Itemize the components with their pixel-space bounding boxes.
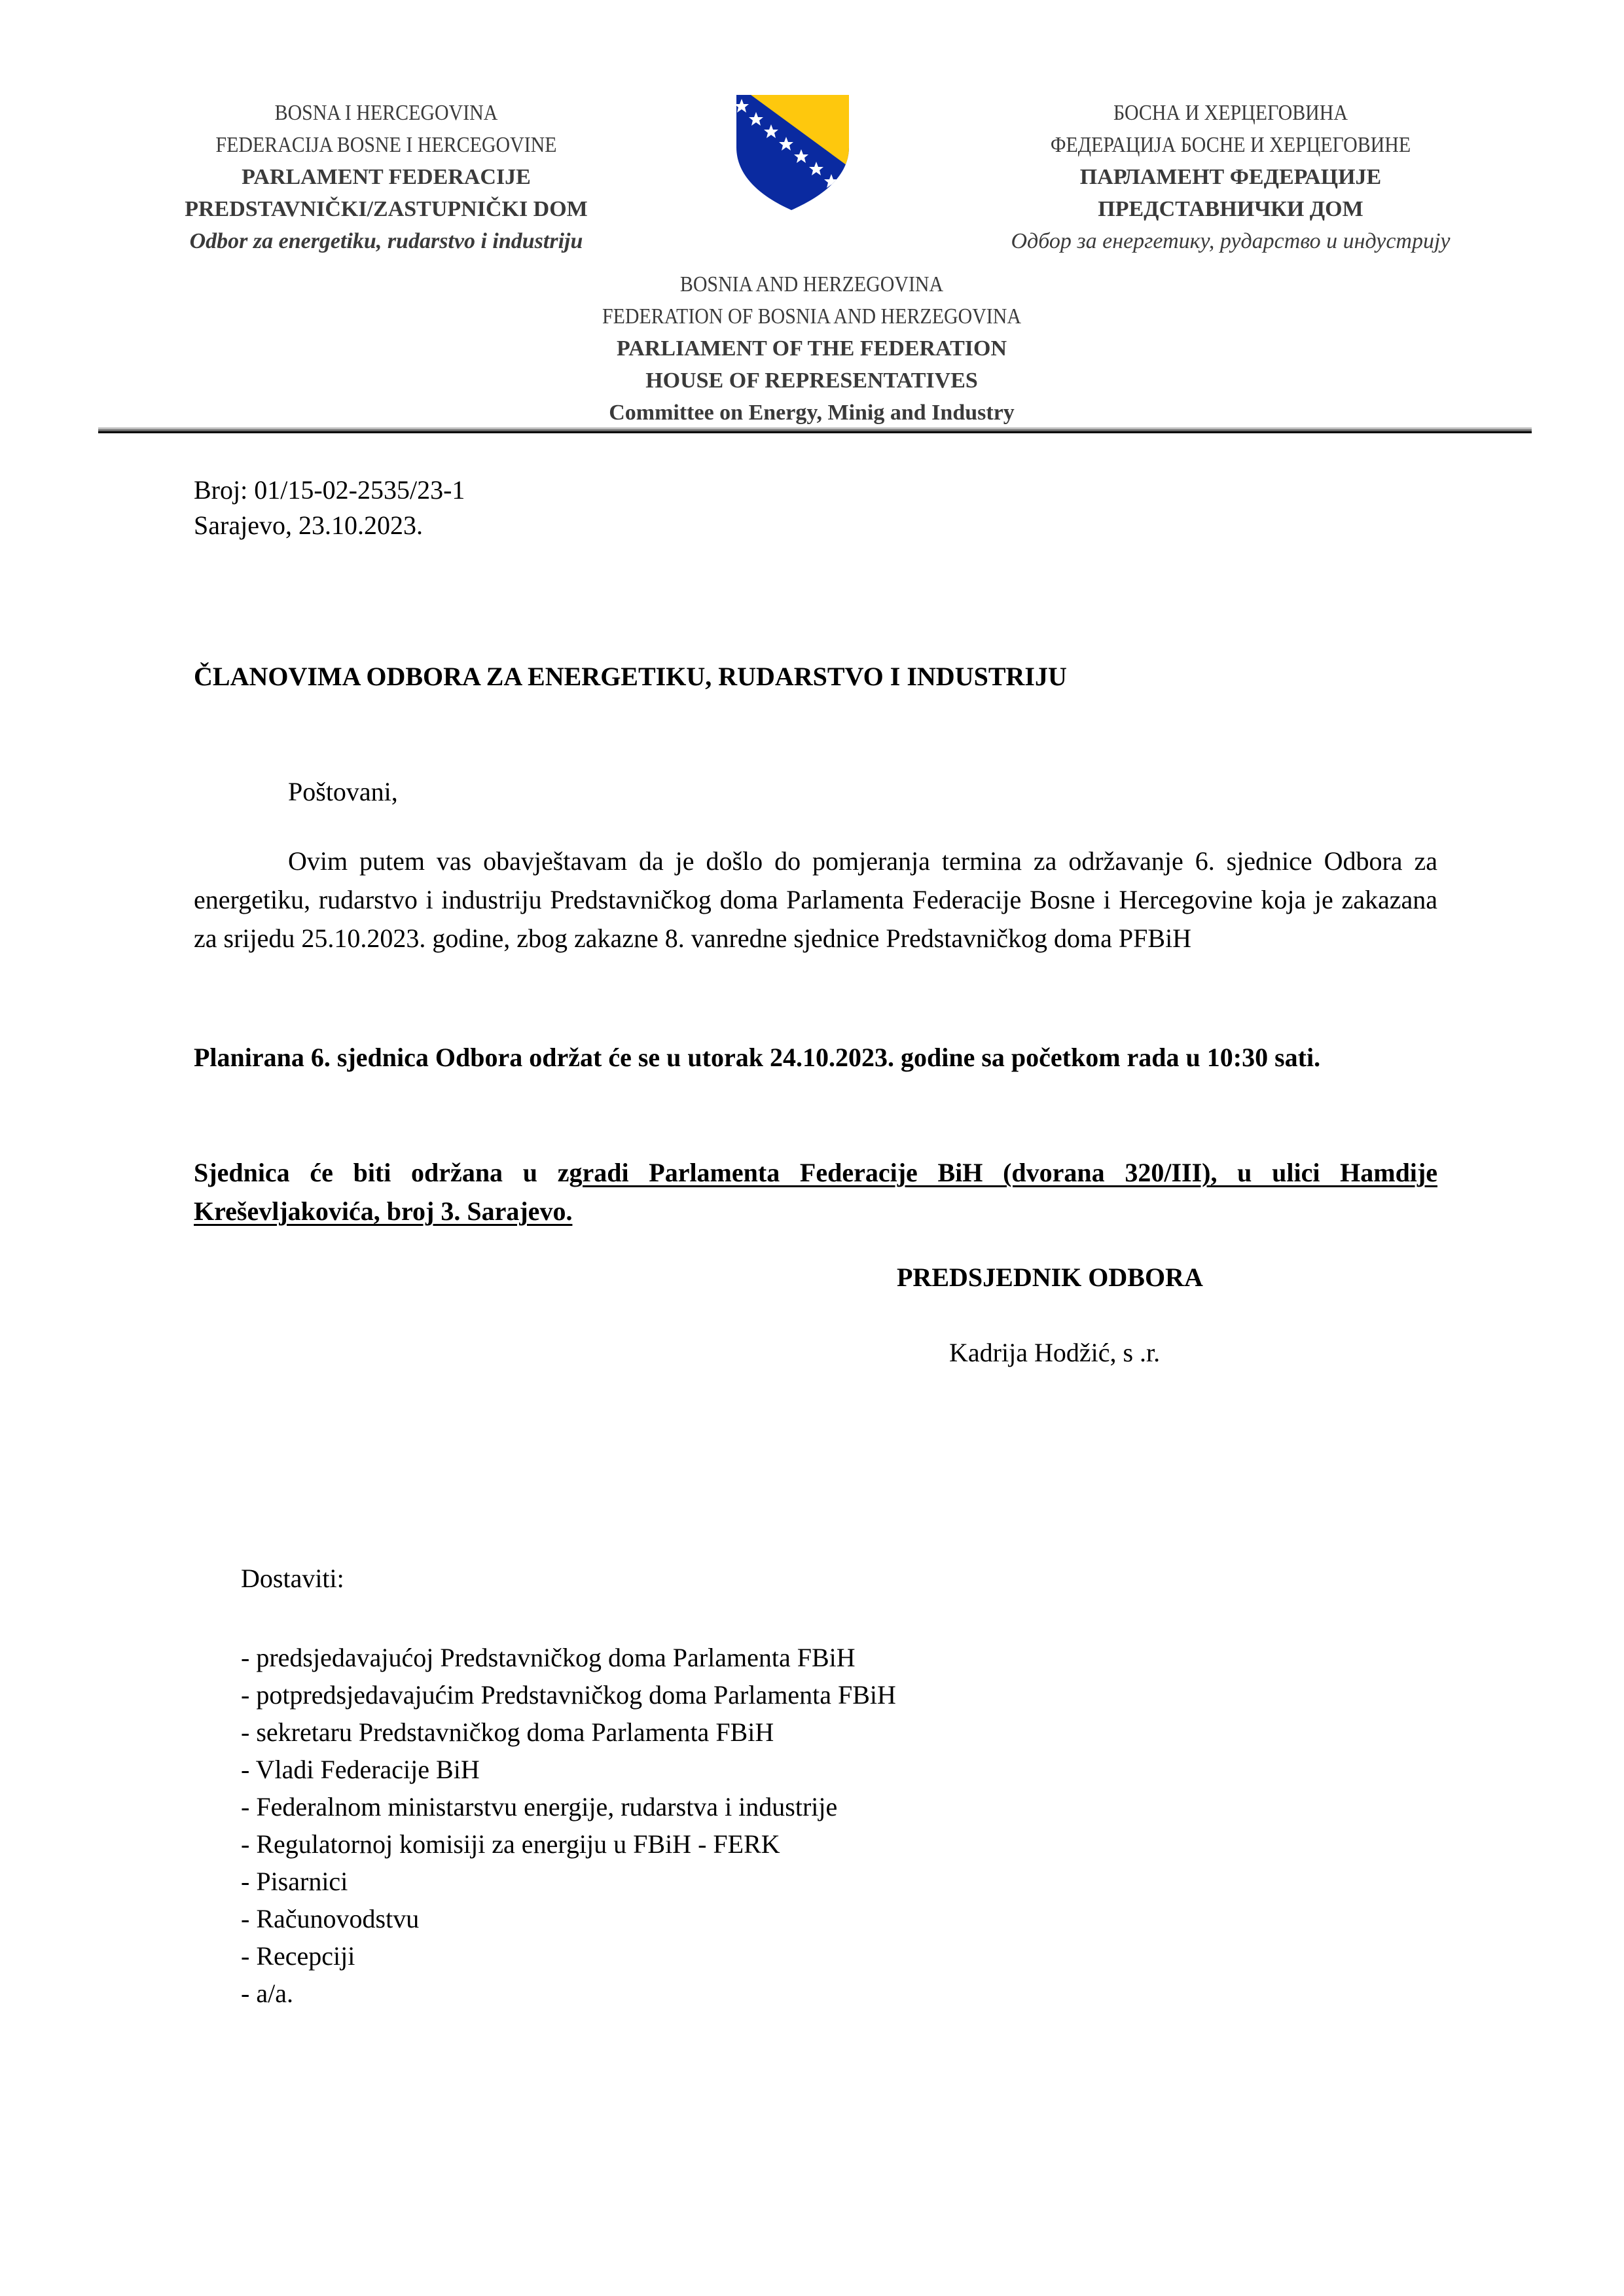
list-item: - potpredsjedavajućim Predstavničkog doma Parlamenta FBiH: [241, 1680, 896, 1710]
greeting: Poštovani,: [288, 777, 398, 806]
header-divider: [98, 427, 1532, 433]
signature-title: PREDSJEDNIK ODBORA: [897, 1263, 1203, 1292]
header-country: BOSNA I HERCEGOVINA: [274, 101, 498, 125]
distribution-label: Dostaviti:: [241, 1564, 344, 1593]
addressee: ČLANOVIMA ODBORA ZA ENERGETIKU, RUDARSTVO I INDUSTRIJU: [194, 662, 1067, 691]
header-house-english: HOUSE OF REPRESENTATIVES: [645, 368, 978, 393]
list-item: - predsjedavajućoj Predstavničkog doma Parlamenta FBiH: [241, 1643, 856, 1672]
list-item: - Regulatornoj komisiji za energiju u FBiH - FERK: [241, 1829, 780, 1859]
list-item: - Računovodstvu: [241, 1904, 420, 1933]
header-house: PREDSTAVNIČKI/ZASTUPNIČKI DOM: [185, 197, 588, 221]
schedule-paragraph: Planirana 6. sjednica Odbora održat će se u utorak 24.10.2023. godine sa početkom rada u 10:30 sati.: [194, 1043, 1321, 1072]
list-item: - Vladi Federacije BiH: [241, 1755, 480, 1784]
list-item: - Pisarnici: [241, 1867, 348, 1896]
header-federation-cyrillic: ФЕДЕРАЦИЈА БОСНЕ И ХЕРЦЕГОВИНЕ: [1050, 133, 1411, 157]
location-paragraph: [194, 1153, 1437, 1230]
header-committee-english: Committee on Energy, Minig and Industry: [609, 401, 1015, 425]
signature-name: Kadrija Hodžić, s .r.: [949, 1338, 1161, 1367]
location-address: gradi Parlamenta Federacije BiH (dvorana 320/III), u ulici Hamdije Kreševljakovića, broj 3. Sarajevo.: [194, 1158, 1437, 1226]
header-latin: [105, 97, 668, 257]
list-item: - Federalnom ministarstvu energije, rudarstva i industrije: [241, 1792, 838, 1821]
place-date: Sarajevo, 23.10.2023.: [194, 511, 423, 540]
header-committee: Odbor za energetiku, rudarstvo i industriju: [189, 229, 583, 253]
list-item: - sekretaru Predstavničkog doma Parlamenta FBiH: [241, 1717, 774, 1747]
list-item: - Recepciji: [241, 1941, 355, 1971]
coat-of-arms-icon: [736, 95, 849, 210]
header-english: [419, 268, 1204, 429]
header-country-cyrillic: БОСНА И ХЕРЦЕГОВИНА: [1113, 101, 1348, 125]
body-paragraph: Ovim putem vas obavještavam da je došlo do pomjeranja termina za održavanje 6. sjednice Odbora za energetiku, rudarstvo i industriju Predstavničkog doma Parlamenta Federacije Bosne i Hercegovine koja je zakazana za srijedu 25.10.2023. godine, zbog zakazne 8. vanredne sjednice Predstavničkog doma PFBiH: [194, 846, 1437, 953]
reference-number: Broj: 01/15-02-2535/23-1: [194, 475, 465, 505]
header-federation: FEDERACIJA BOSNE I HERCEGOVINE: [215, 133, 557, 157]
header-parliament: PARLAMENT FEDERACIJE: [242, 165, 531, 189]
header-cyrillic: [943, 97, 1519, 257]
header-committee-cyrillic: Одбор за енергетику, рударство и индустрију: [1011, 229, 1451, 253]
header-federation-english: FEDERATION OF BOSNIA AND HERZEGOVINA: [602, 304, 1021, 329]
header-house-cyrillic: ПРЕДСТАВНИЧКИ ДОМ: [1098, 197, 1363, 221]
header-parliament-english: PARLIAMENT OF THE FEDERATION: [616, 336, 1007, 361]
header-parliament-cyrillic: ПАРЛАМЕНТ ФЕДЕРАЦИЈЕ: [1079, 165, 1382, 189]
reference-block: [194, 473, 465, 543]
list-item: - a/a.: [241, 1979, 293, 2008]
distribution-list: [241, 1639, 896, 2012]
location-prefix: Sjednica će biti održana u z: [194, 1158, 569, 1187]
header-country-english: BOSNIA AND HERZEGOVINA: [679, 272, 944, 296]
